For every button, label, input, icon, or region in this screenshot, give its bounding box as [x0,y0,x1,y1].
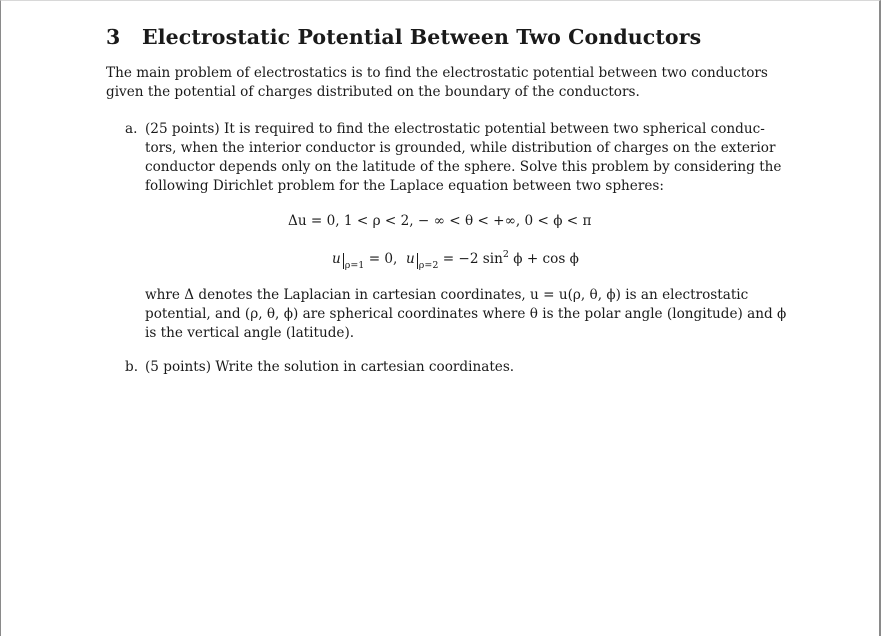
boundary-rhs-2 [443,251,579,267]
boundary-rhs-2-pre: = −2 sin [442,251,503,267]
eval-bar-1 [343,253,344,269]
boundary-conditions [332,251,579,269]
part-a-after-line-1: whre Δ denotes the Laplacian in cartesian coordinates, u = u(ρ, θ, ϕ) is an electrostatic [145,287,749,303]
part-a-after-line-3: is the vertical angle (latitude). [145,325,355,341]
intro-line-2: given the potential of charges distributed on the boundary of the conductors. [106,84,640,100]
boundary-sub-2: ρ=2 [418,260,439,271]
part-a-label: a. [125,121,138,137]
intro-line-1: The main problem of electrostatics is to find the electrostatic potential between two conductors [106,65,768,81]
boundary-rhs-2-post: ϕ + cos ϕ [508,251,579,267]
boundary-sub-1: ρ=1 [344,260,365,271]
part-a-line-1: (25 points) It is required to find the electrostatic potential between two spherical conduc- [145,121,765,137]
boundary-rhs-2-exp: 2 [502,249,509,260]
boundary-rhs-1: = 0, [368,251,398,267]
laplace-equation: Δu = 0, 1 < ρ < 2, − ∞ < θ < +∞, 0 < ϕ < π [288,213,592,229]
part-a-line-3: conductor depends only on the latitude of the sphere. Solve this problem by considering the [145,159,782,175]
eval-bar-2 [417,253,418,269]
u-symbol-2: u [406,251,415,267]
section-number: 3 [106,25,121,49]
part-a-after-line-2: potential, and (ρ, θ, ϕ) are spherical coordinates where θ is the polar angle (longitude) and ϕ [145,306,787,322]
part-a-line-4: following Dirichlet problem for the Laplace equation between two spheres: [145,178,664,194]
u-symbol-1: u [332,251,341,267]
section-title: Electrostatic Potential Between Two Conductors [142,25,702,49]
section-heading [106,25,701,49]
part-a-line-2: tors, when the interior conductor is grounded, while distribution of charges on the exterior [145,140,776,156]
part-b-label: b. [125,359,139,375]
part-b-text: (5 points) Write the solution in cartesian coordinates. [145,359,515,375]
